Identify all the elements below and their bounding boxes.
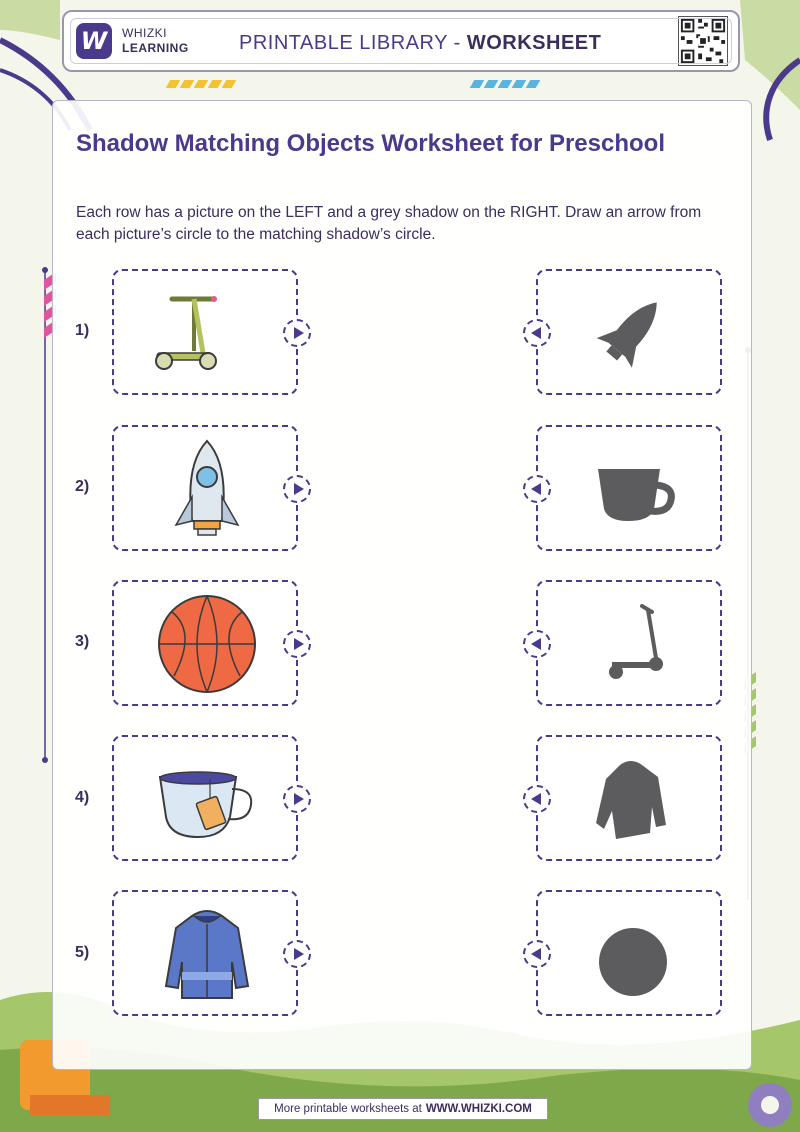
header-banner <box>62 10 740 72</box>
arrow-left-icon <box>531 948 541 960</box>
basketball-icon <box>152 592 262 696</box>
picture-box-5 <box>112 890 298 1016</box>
yellow-stripe-decoration <box>168 80 234 90</box>
shadow-box-5 <box>536 890 722 1016</box>
jacket-shadow-icon <box>576 747 686 851</box>
row-number: 3) <box>75 633 90 650</box>
picture-box-3 <box>112 580 298 706</box>
whizki-logo[interactable]: W <box>76 23 112 59</box>
scooter-icon <box>152 281 262 385</box>
header-title-bold: WORKSHEET <box>466 32 602 54</box>
worksheet-instructions: Each row has a picture on the LEFT and a grey shadow on the RIGHT. Draw an arrow from each picture’s circle to the matching shadow’s circle. <box>76 204 702 243</box>
rocket-icon <box>152 437 262 541</box>
cup-shadow-icon <box>576 437 686 541</box>
arrow-right-icon <box>294 483 304 495</box>
scooter-shadow-icon <box>576 592 686 696</box>
picture-box-1 <box>112 269 298 395</box>
match-circle-left-2[interactable] <box>283 475 311 503</box>
logo-wordmark <box>122 26 189 56</box>
arrow-left-icon <box>531 793 541 805</box>
footer-text: More printable worksheets at <box>274 1103 422 1115</box>
ball-shadow-icon <box>576 902 686 1006</box>
row-number: 1) <box>75 322 90 339</box>
shadow-box-1 <box>536 269 722 395</box>
match-circle-left-1[interactable] <box>283 319 311 347</box>
jacket-icon <box>152 902 262 1006</box>
shadow-box-3 <box>536 580 722 706</box>
footer-banner <box>258 1098 548 1120</box>
match-circle-right-1[interactable] <box>523 319 551 347</box>
arrow-right-icon <box>294 327 304 339</box>
match-circle-right-3[interactable] <box>523 630 551 658</box>
blue-stripe-decoration <box>472 80 538 90</box>
arrow-right-icon <box>294 793 304 805</box>
footer-link[interactable]: WWW.WHIZKI.COM <box>425 1103 532 1115</box>
arrow-right-icon <box>294 638 304 650</box>
header-title-prefix: PRINTABLE LIBRARY - <box>239 32 467 54</box>
logo-line-1: WHIZKI <box>122 26 167 40</box>
rocket-shadow-icon <box>576 281 686 385</box>
row-number: 4) <box>75 789 90 806</box>
header-title <box>239 32 601 55</box>
arrow-right-icon <box>294 948 304 960</box>
picture-box-2 <box>112 425 298 551</box>
arrow-left-icon <box>531 638 541 650</box>
row-number: 2) <box>75 478 90 495</box>
match-circle-left-4[interactable] <box>283 785 311 813</box>
match-circle-left-5[interactable] <box>283 940 311 968</box>
match-circle-right-2[interactable] <box>523 475 551 503</box>
qr-code-icon[interactable] <box>678 16 728 66</box>
logo-line-2: LEARNING <box>122 41 189 55</box>
tea-cup-icon <box>152 747 262 851</box>
match-circle-left-3[interactable] <box>283 630 311 658</box>
match-circle-right-4[interactable] <box>523 785 551 813</box>
row-number: 5) <box>75 944 90 961</box>
shadow-box-2 <box>536 425 722 551</box>
arrow-left-icon <box>531 483 541 495</box>
arrow-left-icon <box>531 327 541 339</box>
match-circle-right-5[interactable] <box>523 940 551 968</box>
shadow-box-4 <box>536 735 722 861</box>
worksheet-title: Shadow Matching Objects Worksheet for Preschool <box>76 130 665 157</box>
picture-box-4 <box>112 735 298 861</box>
